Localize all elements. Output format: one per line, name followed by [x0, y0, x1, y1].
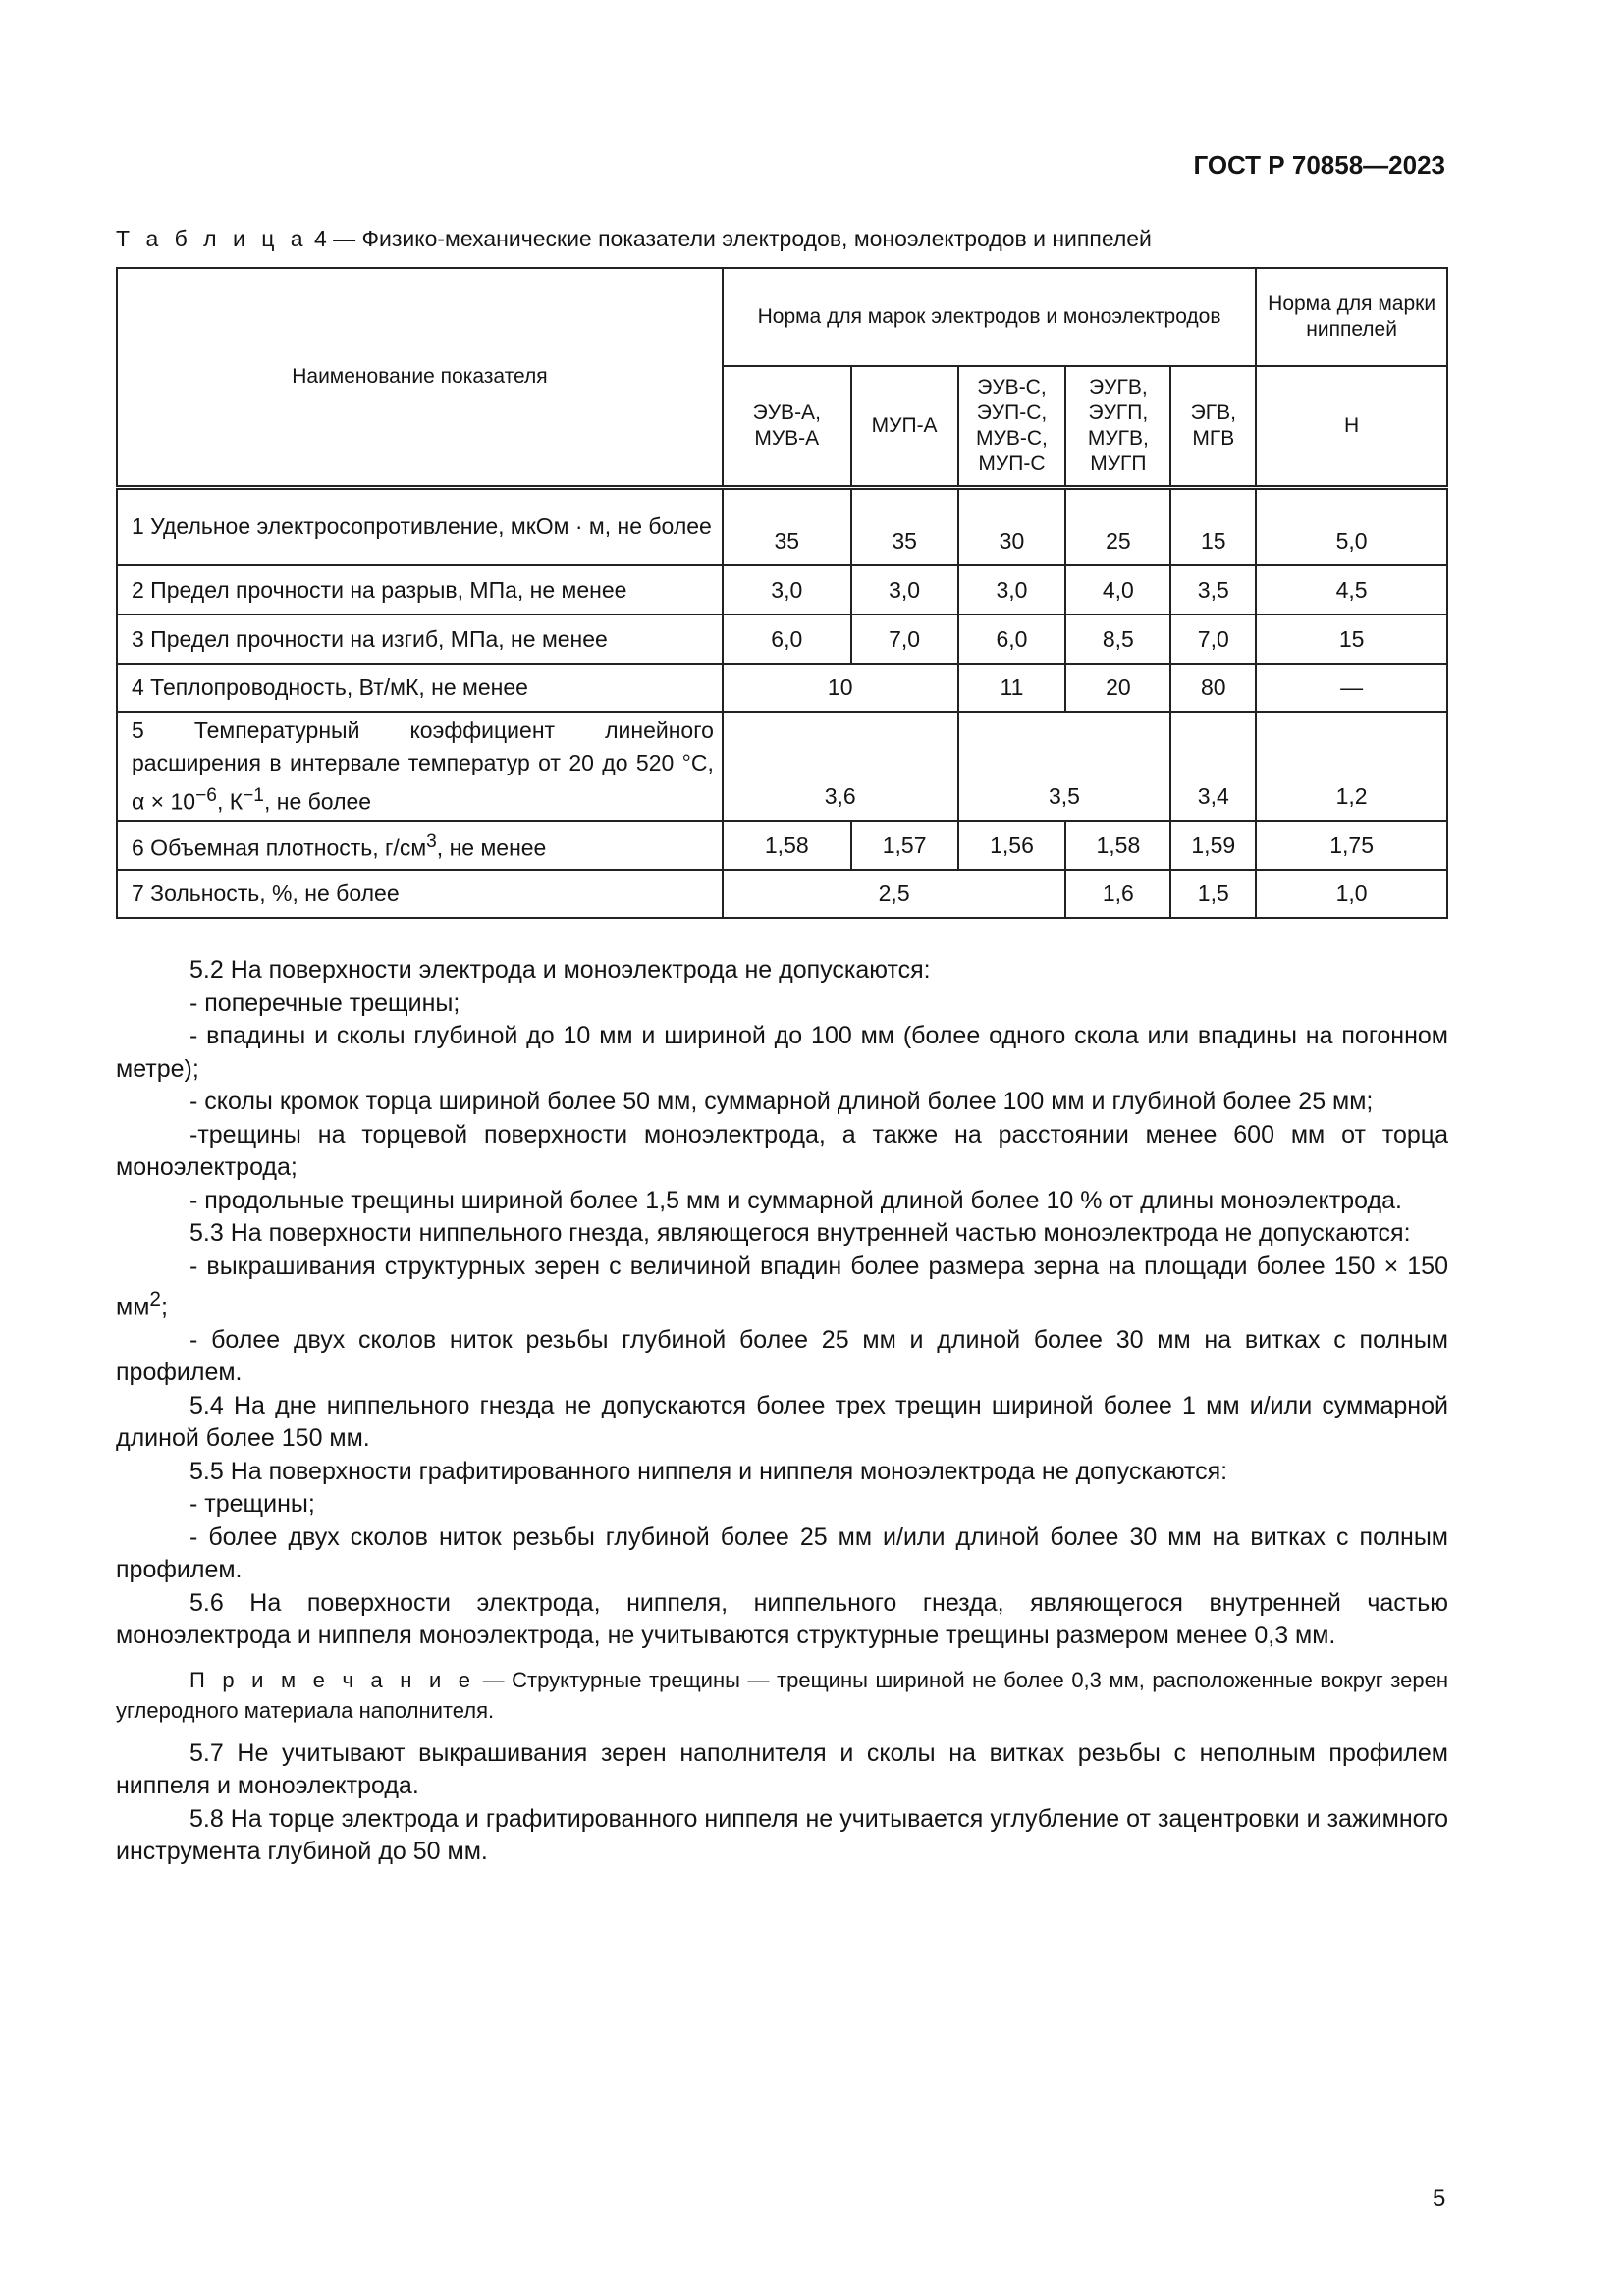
cell: 8,5 [1065, 614, 1170, 664]
list-item-text: - выкрашивания структурных зерен с величиной впадин более размера зерна на площади более 150 × 150 мм [116, 1252, 1448, 1321]
list-item: - поперечные трещины; [189, 988, 460, 1017]
header-col-2: МУП-А [851, 366, 958, 487]
cell: 1,58 [1065, 821, 1170, 870]
cell: 15 [1256, 614, 1447, 664]
cell: 10 [723, 664, 958, 712]
header-col-3: ЭУВ-С, ЭУП-С, МУВ-С, МУП-С [958, 366, 1066, 487]
header-col-4: ЭУГВ, ЭУГП, МУГВ, МУГП [1065, 366, 1170, 487]
cell: 1,0 [1256, 870, 1447, 918]
header-col-1: ЭУВ-А, МУВ-А [723, 366, 851, 487]
cell: 1,58 [723, 821, 851, 870]
page-number: 5 [1433, 2185, 1446, 2212]
row-name: 2 Предел прочности на разрыв, МПа, не менее [117, 565, 723, 614]
row-name: 4 Теплопроводность, Вт/мК, не менее [117, 664, 723, 712]
header-nipple-group: Норма для марки ниппелей [1256, 268, 1447, 366]
table-caption-text: 4 — Физико-механические показатели электродов, моноэлектродов и ниппелей [307, 226, 1152, 251]
paragraph-5-8: 5.8 На торце электрода и графитированного ниппеля не учитывается углубление от зацентровки и зажимного инструмента глубиной до 50 мм. [116, 1804, 1448, 1866]
header-name-col: Наименование показателя [117, 268, 723, 487]
cell: 15 [1170, 487, 1256, 565]
cell: 11 [958, 664, 1066, 712]
table-caption [116, 226, 1152, 252]
list-item: - более двух сколов ниток резьбы глубиной более 25 мм и/или длиной более 30 мм на витках с полным профилем. [116, 1522, 1448, 1584]
table-row [117, 821, 1447, 870]
row-name: 1 Удельное электросопротивление, мкОм · м, не более [117, 487, 723, 565]
cell: 3,0 [851, 565, 958, 614]
row-name-text: , не более [263, 788, 372, 815]
cell: 35 [851, 487, 958, 565]
row-name-text: 5 Температурный коэффициент линейного расширения в интервале температур от 20 до 520 °С, α × 10 [132, 717, 714, 815]
cell: 6,0 [958, 614, 1066, 664]
paragraph-5-7: 5.7 Не учитывают выкрашивания зерен наполнителя и сколы на витках резьбы с неполным профилем ниппеля и моноэлектрода. [116, 1738, 1448, 1800]
cell: 1,57 [851, 821, 958, 870]
list-item: - трещины; [189, 1490, 315, 1519]
cell: 1,6 [1065, 870, 1170, 918]
document-id: ГОСТ Р 70858—2023 [1193, 150, 1445, 180]
row-name: 3 Предел прочности на изгиб, МПа, не менее [117, 614, 723, 664]
cell: 3,4 [1170, 712, 1256, 821]
table-header-row [117, 268, 1447, 366]
cell: 80 [1170, 664, 1256, 712]
paragraph-5-2: 5.2 На поверхности электрода и моноэлектрода не допускаются: [189, 956, 931, 984]
cell: 1,2 [1256, 712, 1447, 821]
cell: 6,0 [723, 614, 851, 664]
cell: 35 [723, 487, 851, 565]
cell: 3,5 [1170, 565, 1256, 614]
list-item: - впадины и сколы глубиной до 10 мм и шириной до 100 мм (более одного скола или впадины на погонном метре); [116, 1022, 1448, 1083]
cell: 3,0 [723, 565, 851, 614]
row-name-text: , не менее [436, 834, 547, 861]
cell: 30 [958, 487, 1066, 565]
list-item: - более двух сколов ниток резьбы глубиной более 25 мм и длиной более 30 мм на витках с полным профилем. [116, 1325, 1448, 1387]
cell: 3,5 [958, 712, 1171, 821]
header-col-5: ЭГВ, МГВ [1170, 366, 1256, 487]
body-text [116, 954, 1448, 1869]
note-text: — Структурные трещины — трещины шириной не более 0,3 мм, расположенные вокруг зерен углеродного материала наполнителя. [116, 1667, 1448, 1723]
cell: 1,59 [1170, 821, 1256, 870]
paragraph-5-4: 5.4 На дне ниппельного гнезда не допускаются более трех трещин шириной более 1 мм и/или суммарной длиной более 150 мм. [116, 1391, 1448, 1453]
cell: 5,0 [1256, 487, 1447, 565]
row-name-sup: −6 [195, 784, 217, 806]
row-name: 7 Зольность, %, не более [117, 870, 723, 918]
table-row [117, 712, 1447, 821]
note-label: П р и м е ч а н и е [189, 1667, 476, 1692]
cell: 2,5 [723, 870, 1066, 918]
cell: 7,0 [851, 614, 958, 664]
cell: 20 [1065, 664, 1170, 712]
cell: 1,56 [958, 821, 1066, 870]
row-name-sup: −1 [243, 784, 264, 806]
cell: — [1256, 664, 1447, 712]
cell: 4,5 [1256, 565, 1447, 614]
table-row [117, 664, 1447, 712]
cell: 1,5 [1170, 870, 1256, 918]
row-name-sup: 3 [426, 831, 437, 853]
cell: 7,0 [1170, 614, 1256, 664]
superscript: 2 [149, 1288, 161, 1310]
list-item: -трещины на торцевой поверхности моноэлектрода, а также на расстоянии менее 600 мм от торца моноэлектрода; [116, 1120, 1448, 1181]
table-caption-label: Т а б л и ц а [116, 226, 308, 251]
header-col-6: Н [1256, 366, 1447, 487]
paragraph-5-6: 5.6 На поверхности электрода, ниппеля, ниппельного гнезда, являющегося внутренней частью моноэлектрода и ниппеля моноэлектрода, не учитываются структурные трещины размером менее 0,3 мм. [116, 1588, 1448, 1650]
cell: 3,6 [723, 712, 958, 821]
table-row [117, 487, 1447, 565]
properties-table [116, 267, 1448, 919]
table-row [117, 614, 1447, 664]
list-item: - продольные трещины шириной более 1,5 мм и суммарной длиной более 10 % от длины моноэлектрода. [189, 1186, 1402, 1214]
paragraph-5-3: 5.3 На поверхности ниппельного гнезда, являющегося внутренней частью моноэлектрода не допускаются: [189, 1219, 1411, 1247]
cell: 4,0 [1065, 565, 1170, 614]
note [116, 1665, 1448, 1726]
list-item-text: ; [160, 1293, 168, 1321]
table-row [117, 565, 1447, 614]
cell: 3,0 [958, 565, 1066, 614]
paragraph-5-5: 5.5 На поверхности графитированного ниппеля и ниппеля моноэлектрода не допускаются: [189, 1457, 1228, 1485]
row-name [117, 712, 723, 821]
row-name-text: , К [216, 788, 244, 815]
cell: 25 [1065, 487, 1170, 565]
header-electrodes-group: Норма для марок электродов и моноэлектродов [723, 268, 1256, 366]
list-item: - сколы кромок торца шириной более 50 мм, суммарной длиной более 100 мм и глубиной более 25 мм; [189, 1088, 1374, 1115]
list-item [116, 1251, 1448, 1324]
row-name-text: 6 Объемная плотность, г/см [132, 834, 427, 861]
cell: 1,75 [1256, 821, 1447, 870]
row-name [117, 821, 723, 870]
table-row [117, 870, 1447, 918]
